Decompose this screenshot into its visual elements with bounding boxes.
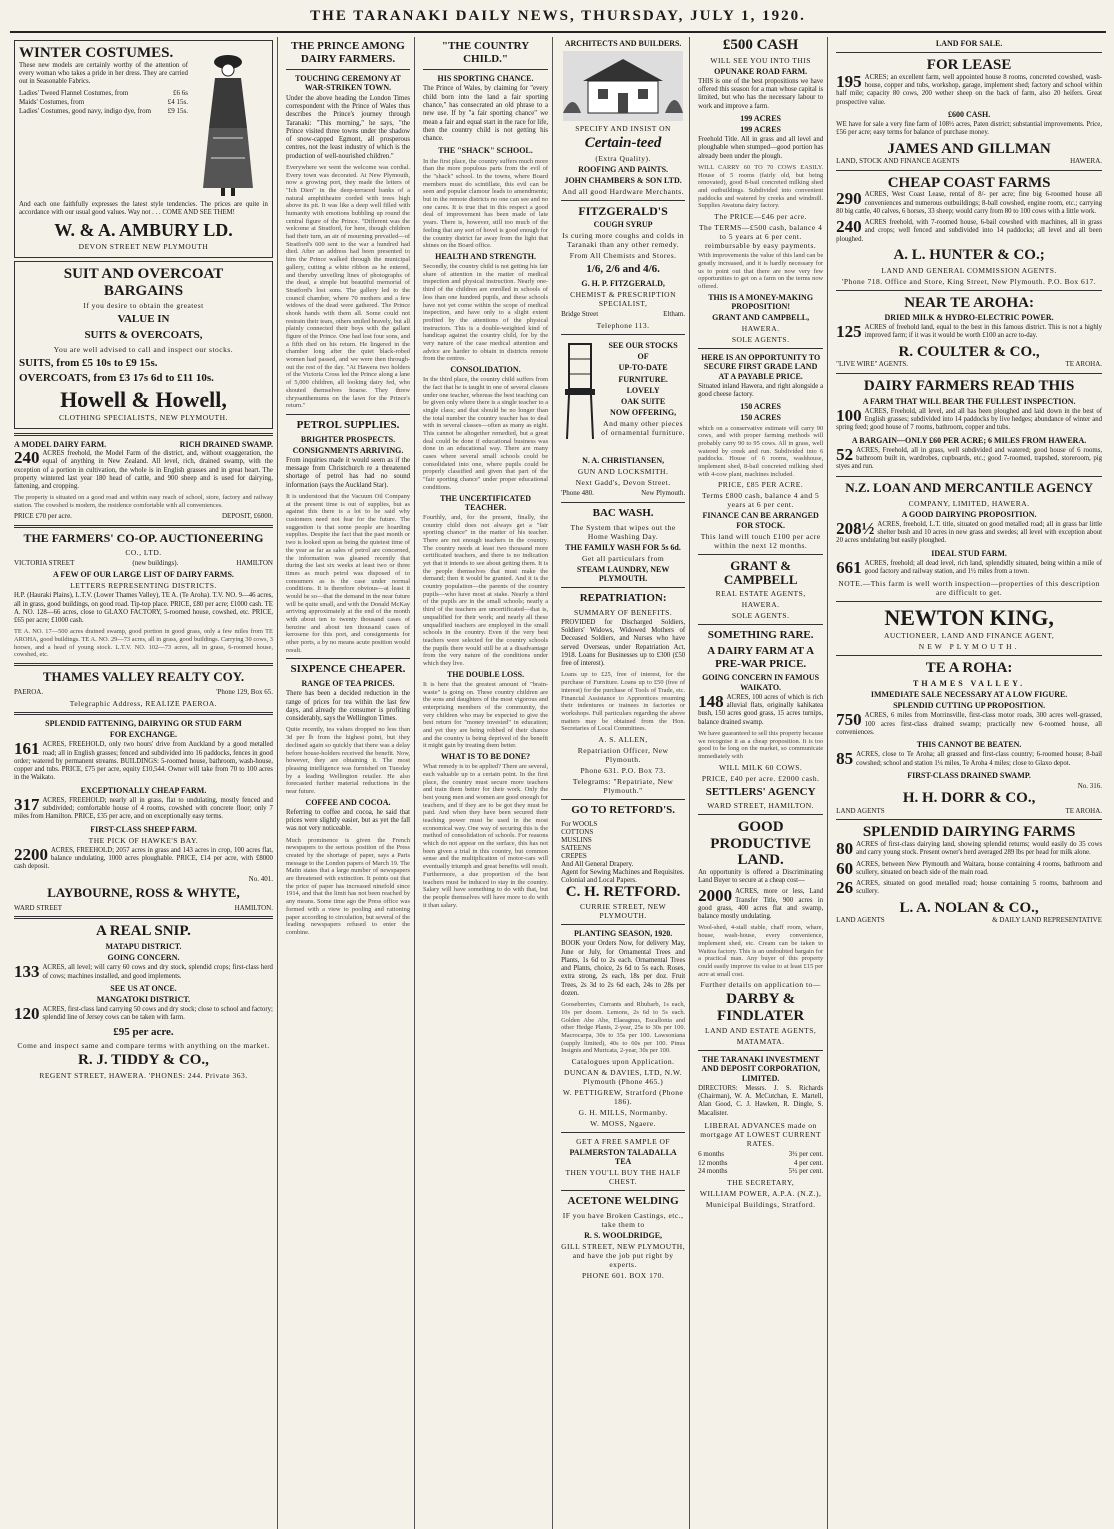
double-loss-heading: THE DOUBLE LOSS. — [446, 669, 525, 679]
cash-acres: 199 ACRES — [740, 125, 781, 134]
country-child-text: The Prince of Wales, by claiming for "every child born into the land a fair sporting chance," has consecrated an old phrase to a new use. If by "a fair sporting chance" we mean a fair and equal start in the race for life, then the country child is not getting his chance. — [423, 85, 549, 143]
coast-farms-title: CHEAP COAST FARMS — [887, 174, 1051, 191]
rare-milk: WILL MILK 60 COWS. — [719, 762, 803, 772]
snip-text: 133 ACRES, all level; will carry 60 cows and dry stock, splendid crops; first-class herd of cows; machines installed, and good implements. — [14, 962, 273, 982]
deposit-rate-row: 24 months 5½ per cent. — [698, 1167, 824, 1176]
uncertificated-heading: THE UNCERTIFICATED TEACHER. — [440, 493, 531, 512]
nolan-address: LAND AGENTS & DAILY LAND REPRESENTATIVE — [836, 916, 1103, 925]
stud-farm-text: 161 ACRES, FREEHOLD, only two hours' drive from Auckland by a good metalled road; all in English grasses; fenced and subdivided into 16 paddocks, fences in good order; watered by permanent streams. BUILDINGS: 5-roomed house, bathroom, wash-house, copper and tubs. PRICE, £75 per acre, equity £10,544. Owner will take from 70 to 100 acres in the Waikato. — [14, 739, 273, 782]
laybourne-address: WARD STREET HAMILTON. — [14, 903, 273, 912]
furn-line: FURNITURE. — [618, 374, 668, 384]
opportunity-price: PRICE, £85 PER ACRE. — [718, 480, 804, 490]
dorr-firm: H. H. DORR & CO., — [902, 790, 1036, 807]
farmers-co: CO., LTD. — [125, 548, 162, 558]
nz-text2: 661 ACRES, freehold; all dead level, rich land, splendidly situated, being within a mile of good factory and railway station, and 1½ miles from a town. — [836, 557, 1103, 577]
masthead: THE TARANAKI DAILY NEWS, THURSDAY, JULY 1, 1920. — [10, 8, 1106, 33]
suits-price: SUITS, from £5 10s to £9 15s. — [19, 356, 158, 369]
planting-catalogue: Catalogues upon Application. — [571, 1057, 675, 1067]
architects-title: ARCHITECTS AND BUILDERS. — [564, 39, 682, 48]
snip-see: SEE US AT ONCE. — [110, 983, 177, 993]
secretary-name: WILLIAM POWER, A.P.A. (N.Z.), — [699, 1189, 822, 1199]
money-making: THIS IS A MONEY-MAKING PROPOSITION! — [708, 292, 814, 311]
allen-name: A. S. ALLEN, — [598, 734, 648, 744]
darby-town: MATAMATA. — [736, 1037, 785, 1047]
nz-loan-sub: COMPANY, LIMITED, HAWERA. — [908, 498, 1030, 508]
hunter-role: LAND AND GENERAL COMMISSION AGENTS. — [881, 265, 1057, 275]
cheap-farm-heading: EXCEPTIONALLY CHEAP FARM. — [80, 785, 207, 795]
sixpence-sub: RANGE OF TEA PRICES. — [301, 679, 395, 689]
deposit-rate-row: 6 months 3½ per cent. — [698, 1149, 824, 1158]
fitzgerald-title: FITZGERALD'S — [578, 204, 668, 219]
petrol-sub1: BRIGHTER PROSPECTS. — [300, 434, 396, 444]
farmers-list-sub: LETTERS REPRESENTING DISTRICTS. — [70, 581, 217, 591]
health-heading: HEALTH AND STRENGTH. — [435, 251, 536, 261]
land-for-sale-heading: LAND FOR SALE. — [935, 39, 1003, 48]
furn-line: LOVELY — [626, 385, 660, 395]
ambury-address: DEVON STREET NEW PLYMOUTH — [78, 242, 209, 252]
rare-going: GOING CONCERN IN FAMOUS WAIKATO. — [702, 673, 820, 692]
wooldridge-phone: PHONE 601. BOX 170. — [581, 1271, 665, 1281]
james-gillman-firm: JAMES AND GILLMAN — [887, 140, 1051, 157]
christiansen-address: Next Gadd's, Devon Street. — [575, 478, 671, 488]
lease-text: 195 ACRES; an excellent farm, well appointed house 8 rooms, concreted cowshed, wash-house, copper and tubs, workshop, garage, implement shed; factory and school within half mile; capacity 80 cows, 200 wether sheep on the back of farm, also 20 heifers. Great prospective value. — [836, 71, 1103, 106]
fitzgerald-tel: Telephone 113. — [596, 321, 650, 331]
furn-line: UP-TO-DATE — [618, 363, 668, 373]
coffee-heading: COFFEE AND COCOA. — [305, 797, 391, 807]
retford-item: And All General Drapery. — [561, 859, 634, 868]
bac-line: The System that wipes out the Home Washing Day. — [570, 522, 676, 541]
cash-text2: Freehold Title. All in grass and all level and ploughable when stumped—good portion has already been under the plough. — [698, 136, 824, 160]
dairy-text2: 52 ACRES, Freehold, all in grass, well subdivided and watered; good house of 6 rooms, bathroom built in, wardrobes, cupboards, etc.; good 7-roomed, trapshed, storeroom, pig styes and run. — [836, 444, 1103, 471]
wooldridge-firm: R. S. WOOLDRIDGE, — [584, 1231, 663, 1241]
retford-firm: C. H. RETFORD. — [565, 883, 681, 900]
productive-further: Further details on application to— — [700, 980, 821, 990]
te-roha-text2: 85 ACRES, close to Te Aroha; all grassed and first-class country; 6-roomed house; 8-bail cowshed; school and station 1¼ miles, Te Aroha 4 miles; close to Glaxo depot. — [836, 749, 1103, 769]
james-gillman-address: LAND, STOCK AND FINANCE AGENTS HAWERA. — [836, 157, 1103, 166]
snip-price: £95 per acre. — [113, 1025, 174, 1038]
model-farm-text: 240 ACRES freehold, the Model Farm of the district, and, without exaggeration, the equal of anything in New Zealand. All level, rich, drained swamp, with the exception of a portion in cultivation, the whole is in English grasses and in great heart. The property wintered last year 180 head of cattle, and 900 sheep and is used for dairying, fattening, and cropping. — [14, 448, 273, 491]
spl-text2: 60 ACRES, between New Plymouth and Waitara, house containing 4 rooms, bathroom and scullery, situated on beach side of the main road. — [836, 858, 1103, 878]
arch-quality: (Extra Quality). — [595, 153, 651, 163]
stud-farm-sub: FOR EXCHANGE. — [109, 730, 178, 740]
cough-from: From All Chemists and Stores. — [569, 251, 677, 261]
winter-intro: These new models are certainly worthy of the attention of every woman who takes a pride in her dress. They are carried out in Seasonable Fabrics. — [19, 61, 188, 86]
suit-overcoat-ad — [14, 261, 273, 429]
cheap-farm-text: 317 ACRES, FREEHOLD; nearly all in grass, flat to undulating, mostly fenced and subdivided; comfortable house of 4 rooms, cowshed with concrete floor; only 7 miles from Hamilton. PRICE, £35 per acre, and on exceptionally easy terms. — [14, 794, 273, 821]
arch-hardware: And all good Hardware Merchants. — [562, 187, 685, 197]
spl-text3: 26 ACRES, situated on good metalled road; house containing 5 rooms, bathroom and scullery. — [836, 878, 1103, 898]
real-snip-title: A REAL SNIP. — [96, 923, 191, 940]
petrol-title: PETROL SUPPLIES. — [296, 418, 400, 431]
darby-role: LAND AND ESTATE AGENTS, — [704, 1026, 817, 1036]
nz-stud: IDEAL STUD FARM. — [931, 548, 1007, 558]
retford-address: CURRIE STREET, NEW PLYMOUTH. — [580, 902, 667, 921]
productive-text2: 2000 ACRES, more or less, Land Transfer Title, 900 acres in good grass, 400 acres flat and swamp, balance mostly undulating. — [698, 886, 824, 921]
productive-land-title: GOOD PRODUCTIVE LAND. — [710, 819, 812, 869]
spl-text: 80 ACRES of first-class dairying land, showing splendid returns; would easily do 35 cows and carry young stock. Present owner's herd averaged 289 lbs per head for milk alone. — [836, 838, 1103, 858]
arch-specify: SPECIFY AND INSIST ON — [575, 124, 671, 134]
dairy-text: 100 ACRES, Freehold, all level, and all has been ploughed and laid down in the best of English grasses; subdivided into 14 paddocks by live hedges; abundance of winter and spring feed; good house of 7 rooms, bathroom, copper and tubs. — [836, 405, 1103, 432]
grant-sole-2: SOLE AGENTS. — [731, 611, 790, 621]
farmers-co-op-title: THE FARMERS' CO-OP. AUCTIONEERING — [23, 530, 264, 545]
deposit-rate-row: 12 months 4 per cent. — [698, 1158, 824, 1167]
grant-town-2: HAWERA. — [741, 600, 780, 610]
nz-loan-title: N.Z. LOAN AND MERCANTILE AGENCY — [845, 479, 1093, 495]
retford-item: For WOOLS — [561, 819, 598, 828]
opportunity-acres: 150 ACRES — [740, 413, 781, 423]
model-farm-heading: A MODEL DAIRY FARM. RICH DRAINED SWAMP. — [14, 440, 273, 450]
darby-firm: DARBY & — [726, 991, 796, 1008]
te-roha-drain: FIRST-CLASS DRAINED SWAMP. — [907, 771, 1031, 781]
sheep-farm-ref: No. 401. — [248, 874, 273, 883]
near-te-aroha-title: NEAR TE AROHA: — [904, 294, 1034, 311]
ambury-firm: W. & A. AMBURY LD. — [54, 219, 233, 240]
newton-town: NEW PLYMOUTH. — [918, 642, 1020, 652]
te-roha-sub: THAMES VALLEY. — [913, 678, 1026, 688]
thames-contact: PAEROA. 'Phone 129, Box 65. — [14, 688, 273, 697]
model-price: PRICE £70 per acre. DEPOSIT, £6000. — [14, 511, 273, 520]
furn-line: NOW OFFERING, — [610, 408, 677, 418]
coast-text2: 240 ACRES freehold, with 7-roomed house, 6-bail cowshed with machines, all in grass and crops; well fenced and subdivided into 14 paddocks; all level and all been ploughed. — [836, 217, 1103, 243]
nz-text: 208½ ACRES, freehold, L.T. title, situated on good metalled road; all in grass bar little shelter bush and 10 acres in new grass and swedes; all level with exception about 20 acres undulating but easily ploughed. — [836, 518, 1103, 545]
te-roha-immediate: IMMEDIATE SALE NECESSARY AT A LOW FIGURE. — [870, 690, 1068, 700]
tea-brand: PALMERSTON TALADALLA TEA — [569, 1148, 677, 1167]
cash-title: £500 CASH — [722, 37, 799, 53]
suit-line: If you desire to obtain the greatest — [83, 301, 204, 311]
cough-price: 1/6, 2/6 and 4/6. — [586, 263, 660, 276]
lease-text2: WE have for sale a very fine farm of 108½ acres, Paten district; substantial improvements. Price, £56 per acre; easy terms for balance of purchase money. — [836, 121, 1103, 137]
furniture-ad — [561, 339, 685, 454]
fitzgerald-address: Bridge Street Eltham. — [561, 310, 686, 319]
findlater-firm: FINDLATER — [717, 1007, 805, 1024]
repatriation-text: PROVIDED for Discharged Soldiers, Soldiers' Widows, Widowed Mothers of Deceased Soldiers, and Nurses who have served Overseas, under Repatriation Act, 1918. Loans for Businesses up to £300 (£50 free of interest). — [561, 618, 686, 668]
bac-line: STEAM LAUNDRY, NEW PLYMOUTH. — [576, 564, 670, 583]
dairy-farmers-sub: A FARM THAT WILL BEAR THE FULLEST INSPECTION. — [862, 396, 1076, 406]
newton-king-title: NEWTON KING, — [884, 605, 1054, 631]
duncan-davies: DUNCAN & DAVIES, LTD, N.W. Plymouth (Phone 465.) — [564, 1068, 683, 1087]
sixpence-text: There has been a decided reduction in the range of prices for tea within the last few days, and already the consumer is profiting considerably, says the Wellington Times. — [285, 690, 411, 723]
for-lease-title: FOR LEASE — [926, 57, 1012, 74]
furn-line: SEE OUR STOCKS — [608, 341, 678, 351]
cash-price: The PRICE—£46 per acre. — [714, 212, 808, 222]
coffee-text: Referring to coffee and cocoa, he said that prices were slightly easier, but as yet the fall was not very noticeable. — [285, 808, 411, 833]
cough-syrup: COUGH SYRUP — [593, 220, 653, 230]
snip-going: GOING CONCERN. — [107, 953, 180, 963]
furn-line: And many other pieces of ornamental furniture. — [601, 419, 686, 438]
country-child-title: "THE COUNTRY CHILD." — [441, 40, 530, 65]
nz-note: NOTE.—This farm is well worth inspection—properties of this description are difficult to get. — [838, 579, 1100, 598]
te-roha-cut: SPLENDID CUTTING UP PROPOSITION. — [893, 701, 1046, 711]
settlers-agency: SETTLERS' AGENCY — [705, 785, 816, 798]
winter-note: And each one faithfully expresses the latest style tendencies. The prices are quite in accordance with our usual good values. Way not . . . COME AND SEE THEM! — [19, 201, 268, 217]
pettigrew: W. PETTIGREW, Stratford (Phone 186). — [562, 1088, 684, 1107]
acetone-text: IF you have Broken Castings, etc., take them to — [562, 1211, 684, 1230]
farmers-address: VICTORIA STREET (new buildings). HAMILTON — [14, 559, 273, 568]
sixpence-title: SIXPENCE CHEAPER. — [290, 663, 406, 676]
planting-title: PLANTING SEASON, 1920. — [573, 929, 673, 939]
cash-text: THIS is one of the best propositions we have offered this season for a man whose capital is limited, but who has the necessary labour to work and improve a farm. — [698, 77, 824, 110]
prince-article-sub: TOUCHING CEREMONY AT WAR-STRIKEN TOWN. — [295, 74, 401, 93]
dairy-farmers-title: DAIRY FARMERS READ THIS — [863, 378, 1075, 394]
certain-teed-brand: Certain-teed — [584, 135, 662, 152]
nz-good: A GOOD DAIRYING PROPOSITION. — [901, 509, 1037, 519]
mills: G. H. MILLS, Normanby. — [578, 1108, 668, 1118]
snip-text2: 120 ACRES, first-class land carrying 50 cows and dry stock; close to school and factory; splendid line of Jersey cows can be taken with farm. — [14, 1004, 273, 1024]
bac-wash-title: BAC WASH. — [592, 506, 654, 519]
cash-line: OPUNAKE ROAD FARM. — [714, 66, 808, 76]
wooldridge-address: GILL STREET, NEW PLYMOUTH, and have the job put right by experts. — [561, 1242, 686, 1270]
consolidation-heading: CONSOLIDATION. — [450, 365, 521, 374]
building-illustration — [561, 51, 685, 121]
column-1: WINTER COSTUMES. These new models are certainly worthy of the attention of every woman who takes a pride in her dress. They are carried out in Seasonable Fabrics. Ladies' Tweed Flannel Costumes, from £6 6s Maids' Costumes, from £4 15s. Ladies' Costumes, good navy, indigo dye, from £9 15s. And each one faithfully expresses the latest style tendencies. The prices are quite in accordance with our usual good values. Way not . . . COME AND SEE THEM! W. & A. AMBURY LD. DEVON STREET NEW PLYMOUTH SUIT AND OVERCOAT BARGAINS If you desire to obtain the greatest VALUE IN SUITS & OVERCOATS, You are well advised to call and inspect our stocks. SUITS, from £5 10s to £9 15s. OVERCOATS, from £3 17s 6d to £11 10s. Howell & Howell, CLOTHING SPECIALISTS, NEW PLYMOUTH. A MODEL DAIRY FARM. RICH DRAINED SWAMP. 240 ACRES freehold, the Model Farm of the district, and, without exaggeration, the equal of anything in New Zealand. All level, rich, drained swamp, with the exception of a portion in cultivation, the whole is in English grasses and in great heart. The property wintered last year 180 head of cattle, and 900 sheep and is used for dairying, fattening, and cropping. The property is situated on a good road and within easy reach of school, store, factory and railway station. The cowshed is modern, the residence comfortable with all conveniences. PRICE £70 per acre. DEPOSIT, £6000. THE FARMERS' CO-OP. AUCTIONEERING CO., LTD. VICTORIA STREET (new buildings). HAMILTON A FEW OF OUR LARGE LIST OF DAIRY FARMS. LETTERS REPRESENTING DISTRICTS. H.P. (Hauraki Plains), L.T.V. (Lower Thames Valley), TE A. (Te Aroha). T.V. NO. 9—46 acres, all in grass, good buildings, on good road. Tip-top place. PRICE, £80 per acre; £1000 cash. TE A. NO. 128—66 acres, close to GLAXO FACTORY, 5-roomed house, cowshed, etc. PRICE, £65 per acre; £1000 cash. TE A. NO. 17—500 acres drained swamp, good portion in good grass, only a few miles from TE AROHA, good buildings. TE A. NO. 29—73 acres, all in grass, good buildings. Carrying 30 cows, 3 horses, and a head of young stock. L.T.V. NO. 102—73 acres, all in grass, 6-roomed house, cowshed, etc. THAMES VALLEY REALTY COY. PAEROA. 'Phone 129, Box 65. Telegraphic Address, REALIZE PAEROA. SPLENDID FATTENING, DAIRYING OR STUD FARM FOR EXCHANGE. 161 ACRES, FREEHOLD, only two hours' drive from Auckland by a good metalled road; all in English grasses; fenced and subdivided into 16 paddocks, fences in good order; watered by permanent streams. BUILDINGS: 5-roomed house, bathroom, wash-house, copper and tubs. PRICE, £75 per acre, equity £10,544. Owner will take from 70 to 100 acres in the Waikato. EXCEPTIONALLY CHEAP FARM. 317 ACRES, FREEHOLD; nearly all in grass, flat to undulating, mostly fenced and subdivided; comfortable house of 4 rooms, cowshed with concrete floor; only 7 miles from Hamilton. PRICE, £35 per acre, and on exceptionally easy terms. FIRST-CLASS SHEEP FARM. THE PICK OF HAWKE'S BAY. 2200 ACRES, FREEHOLD; 2057 acres in grass and 143 acres in crop, 100 acres flat, balance undulating, 1000 acres ploughable. PRICE, £14 per acre, with £8000 cash deposit. No. 401. LAYBOURNE, ROSS & WHYTE, WARD STREET HAMILTON. A REAL SNIP. MATAPU DISTRICT. GOING CONCERN. 133 ACRES, all level; will carry 60 cows and dry stock, splendid crops; first-class herd of cows; machines installed, and good implements. SEE US AT ONCE. MANGATOKI DISTRICT. 120 ACRES, first-class land carrying 50 cows and dry stock; close to school and factory; splendid line of Jersey cows can be taken with farm. £95 per acre. Come and inspect same and compare terms with anything on the market. R. J. TIDDY & CO., REGENT STREET, HAWERA. 'PHONES: 244. Private 363. — [10, 37, 278, 1529]
grant-campbell-firm: GRANT AND CAMPBELL, — [712, 312, 810, 322]
lease-cash: £600 CASH. — [947, 109, 991, 119]
column-3: "THE COUNTRY CHILD." HIS SPORTING CHANCE. The Prince of Wales, by claiming for "every child born into the land a fair sporting chance," has consecrated an old phrase to a new use. If by "a fair sporting chance" we mean a fair and equal start in the race for life, then the country child is not getting his chance. THE "SHACK" SCHOOL. In the first place, the country suffers much more than the more populous parts from the evil of the "shack" school. In the towns, where Board members must do scintillate, this evil can be seen and popular clamour leads to amendments; but in the remote districts no one can see and no one cares. It is true that in this respect a good deal of improvement has been made of late years. There is, however, still too much of the feeling that any sort of hovel is good enough for the country district far away from the light that shines on the Board office. HEALTH AND STRENGTH. Secondly, the country child is not getting his fair share of attention in the matter of medical inspection and physical instruction. Nearly one-third of the children are enrolled in schools of less than one hundred pupils, and these schools have not yet come within the scope of medical inspection, and have only to a slight extent profited by the attentions of the physical instructors. This is a double-weighted kind of handicap against the country child, for by the very nature of the case medical attention and advice are harder to obtain in districts remote from the centres. CONSOLIDATION. In the third place, the country child suffers from the fact that he is taught in one of several classes under one teacher, whereas the best teaching can be given only where there is a single teacher to a single class; and that should be no longer than the total number the country teacher has to deal with in several classes—often as many as eight. This cannot be altogether remedied, but a great deal could be done if educational business was done in an educational way. There are many cases where several small schools could be consolidated into one, where pupils could be properly classified and given that part of the "fair sporting chance" under proper educational conditions. THE UNCERTIFICATED TEACHER. Fourthly, and, for the present, finally, the country child does not always get a "fair sporting chance" in the matter of his teacher. There are not enough teachers in the country. The country needs at least two thousand more certificated teachers, and there is no indication yet that it intends to see about getting them. It is the people themselves that must make the demand; then it would be granted. And it is the country population—the parents of the country pupils—who have most at stake. Nearly a third of the pupils are in the small schools; nearly a third of the teachers are uncertificated—that is, unqualified for their work; and nearly all these unqualified teachers are employed in the small schools in the country. Even if the very best teachers were selected for the country schools the pupils there would still be at a disadvantage from the very nature of the conditions under which they live. THE DOUBLE LOSS. It is here that the greatest amount of "brain-waste" is going on. These country children are the sons and daughters of the most vigorous and enterprising members of the community, the very children who may be expected to give the best return for "money invested" in education; and yet they are being robbed of their chance and the country is being deprived of the benefit it might gain by treating them better. WHAT IS TO BE DONE? What remedy is to be applied? There are several, each valuable up to a certain point. In the first place, the country must secure more teachers and train them better for their work. Only the best young men and women are good enough for teachers, and if they are to be got they must be paid. And when they have been secured their teaching power must be used in the most economical way. One way of securing this is the method of consolidation of schools. For reasons which do not appear on the surface, this has not been given a trial in this country, but common sense and the multiplication of motor-cars will eventually triumph and great benefits will result. Furthermore, a due proportion of the best teachers must be induced to stay in the country. Salary will have something to do with that, but the people themselves will have more to do with it than salary. — [419, 37, 553, 1529]
laybourne-firm: LAYBOURNE, ROSS & WHYTE, — [47, 884, 240, 900]
repatriation-title: REPATRIATION: — [579, 592, 667, 605]
tiddy-firm: R. J. TIDDY & CO., — [78, 1052, 209, 1069]
column-6 — [832, 37, 1106, 1529]
winter-costumes-ad — [14, 40, 273, 258]
acetone-title: ACETONE WELDING — [567, 1195, 679, 1208]
cough-text: Is curing more coughs and colds in Taranaki than any other remedy. — [562, 231, 685, 250]
suit-title2: BARGAINS — [103, 282, 184, 299]
chair-illustration — [561, 339, 601, 454]
retford-item: SATEENS — [561, 843, 592, 852]
productive-text: An opportunity is offered a Discriminating Land Buyer to secure at a cheap cost— — [698, 868, 824, 885]
christiansen-role: GUN AND LOCKSMITH. — [577, 467, 669, 477]
te-roha-cannot: THIS CANNOT BE BEATEN. — [916, 740, 1022, 750]
column-4: ARCHITECTS AND BUILDERS. SPECIFY AND INSIST ON Certain-teed (Extra Quality). ROOFING AND PAINTS. JOHN CHAMBERS & SON LTD. And all good Hardware Merchants. FITZGERALD'S COUGH SYRUP Is curing more coughs and colds in Taranaki than any other remedy. From All Chemists and Stores. 1/6, 2/6 and 4/6. G. H. P. FITZGERALD, CHEMIST & PRESCRIPTION SPECIALIST, Bridge Street Eltham. Telephone 113. SEE OUR STOCKS OF UP-TO-DATE FURNITURE. LOVELY OAK SUITE NOW OFFERING, And many other pieces of ornamental furniture. N. A. CHRISTIANSEN, GUN AND LOCKSMITH. Next Gadd's, Devon Street. 'Phone 480. New Plymouth. BAC WASH. The System that wipes out the Home Washing Day. THE FAMILY WASH FOR 5s 6d. Get all particulars from STEAM LAUNDRY, NEW PLYMOUTH. REPATRIATION: SUMMARY OF BENEFITS. PROVIDED for Discharged Soldiers, Soldiers' Widows, Widowed Mothers of Deceased Soldiers, and Nurses who have served Overseas, under Repatriation Act, 1918. Loans for Businesses up to £300 (£50 free of interest). Loans up to £25, free of interest, for the purchase of Furniture. Loans up to £50 (free of interest) for the purchase of Tools of Trade, etc. Financial Assistance to Apprentices resuming their indentures or trainees in factories or workshops. Full particulars regarding the above matters may be obtained from the Hon. Secretaries of Local Committees. A. S. ALLEN, Repatriation Officer, New Plymouth. Phone 631. P.O. Box 73. Telegrams: "Repatriate, New Plymouth." GO TO RETFORD'S. For WOOLS COTTONS MUSLINS SATEENS CREPES And All General Drapery. Agent for Sewing Machines and Requisites. Colonial and Local Papers. C. H. RETFORD. CURRIE STREET, NEW PLYMOUTH. PLANTING SEASON, 1920. BOOK your Orders Now, for delivery May, June or July, for Ornamental Trees and Plants, 1s 6d to 2s each. Ornamental Trees and Plants, choice, 2s 6d to 5s each. Roses, extra strong, 2s each, 18s per doz. Fruit Trees, 2s 3d to 2s 6d each, 24s to 28s per dozen. Gooseberries, Currants and Rhubarb, 1s each, 10s per dozen. Lemons, 2s 6d to 5s each. Golden Abe Abe, Elaeagnus, Escallonia and other Hedge Plants, 2-year, 25s to 30s per 100. Macrocarpa, 30s to 35s per 100. Lawsoniana (supply limited), 40s to 60s per 100. Pinus Insignis and Muricata, 2-year, 30s per 100. Catalogues upon Application. DUNCAN & DAVIES, LTD, N.W. Plymouth (Phone 465.) W. PETTIGREW, Stratford (Phone 186). G. H. MILLS, Normanby. W. MOSS, Ngaere. GET A FREE SAMPLE OF PALMERSTON TALADALLA TEA THEN YOU'LL BUY THE HALF CHEST. ACETONE WELDING IF you have Broken Castings, etc., take them to R. S. WOOLDRIDGE, GILL STREET, NEW PLYMOUTH, and have the job put right by experts. PHONE 601. BOX 170. — [557, 37, 690, 1529]
country-child-sub: HIS SPORTING CHANCE. — [437, 74, 534, 84]
planting-text: BOOK your Orders Now, for delivery May, June or July, for Ornamental Trees and Plants, 1s 6d to 2s each. Ornamental Trees and Plants, choice, 2s 6d to 5s each. Roses, extra strong, 2s each, 18s per doz. Fruit Trees, 2s 3d to 2s 6d each, 24s to 28s per dozen. — [561, 940, 686, 997]
retford-item: Colonial and Local Papers. — [561, 875, 637, 884]
column-2: THE PRINCE AMONG DAIRY FARMERS. TOUCHING CEREMONY AT WAR-STRIKEN TOWN. Under the above heading the London Times correspondent with the Prince of Wales thus describes the Prince's journey through Taranaki: "This morning," he says, "the Prince visited three towns under the shadow of snow-capped Egmont, all prosperous centres, not the least industry of which is the production of well-nourished children." Everywhere we went the welcome was cordial. Every town was decorated. At New Plymouth, now a growing port, they made the letters of "Ich Dien" in the deep-terraced banks of a natural amphitheatre corded with trees high above its pit. It was like a deep well filled with humanity with emotions bubbling up round the central figure of the Prince. "Different was the welcome at Stratford, for here, though children had their turn, an air of mourning prevailed—of Stratford's 600 sent to the war a hundred had died. After an address had been presented to him the Prince walked through the municipal gallery, cutting a white ribbon as he entered, and thereby unveiling lines of photographs of the dead, a simple but beautiful memorial of Stratford's lost sons. The gallery led to the council chamber, where 70 mothers and a few widows of the dead were gathered. The Prince shook hands with them all. Some could not restrain their tears, others smiled bravely, but all plainly connected their boys with the gallant figure of the Prince. One had lost four sons, and a fifth died on his return. He lingered in the chamber long after the quiet black-robed women had passed, and we were then through-out the rest of the day. "At Hawera two holders of the Victoria Cross led the Prince along a lane of 5,000 children, all looking dairy fed, who shouted themselves hoarse. They threw chrysanthemums on the lawn for the Prince's return." PETROL SUPPLIES. BRIGHTER PROSPECTS. CONSIGNMENTS ARRIVING. From inquiries made it would seem as if the message from Christchurch re a threatened shortage of petrol has had no sound information (says the Auckland Star). It is understood that the Vacuum Oil Company at the present time is out of supplies, but as against this there is a lot to be said why customers need not fear for the future. The suggestion is that some people are hoarding supplies. Despite the fact that the past month or two is looked upon as being the quietest time of the year as far as sales of petrol are concerned, the information was gleaned recently that during the last six weeks at least two or three times as much petrol was disposed of to consumers as is the case under normal conditions. It is therefore obvious—at least it would be so—that the demand in the near future will be quite small, and with the Donald McKay arriving approximately at the end of the month with about ten to twenty thousand cases of benzine and about ten thousand cases of kerosene for this port, and consignments for other ports, a by no means acute position would result. SIXPENCE CHEAPER. RANGE OF TEA PRICES. There has been a decided reduction in the range of prices for tea within the last few days, and already the consumer is profiting considerably, says the Wellington Times. Quite recently, tea values dropped no less than 3d per lb from the highest point, but they declined again so quickly that there was a delay before house-holders received the benefit. Now, however, they are obtaining it. The most pleasing intelligence was furnished on Tuesday by a leading Wellington retailer. He also forecasted further material reductions in the near future. COFFEE AND COCOA. Referring to coffee and cocoa, he said that prices were slightly easier, but as yet the fall was not very noticeable. Much prominence is given the French newspapers to the serious position of the Press created by the shortage of paper, says a Paris message to the London papers of March 19. The Matin states that a large number of newspapers are threatened with extinction. It points out that the price of paper has increased ninefold since 1914, and that the limit has not been reached by any means. Some time ago the Press office was formed with a view to pooling and rationing paper according to circulation, but several of the leading newspapers refused to enter the combine. — [282, 37, 415, 1529]
grant-town: HAWERA. — [741, 324, 780, 334]
farmers-list-text: H.P. (Hauraki Plains), L.T.V. (Lower Thames Valley), TE A. (Te Aroha). T.V. NO. 9—46 acres, all in grass, good buildings, on good road. Tip-top place. PRICE, £80 per acre; £1000 cash. TE A. NO. 128—66 acres, close to GLAXO FACTORY, 5-roomed house, cowshed, etc. PRICE, £65 per acre; £1000 cash. — [14, 592, 273, 625]
something-rare-title: SOMETHING RARE. — [707, 629, 814, 642]
secretary: THE SECRETARY, — [727, 1178, 795, 1188]
arch-roof: ROOFING AND PAINTS. — [578, 164, 669, 174]
newton-role: AUCTIONEER, LAND AND FINANCE AGENT, — [883, 631, 1055, 641]
thames-valley-title: THAMES VALLEY REALTY COY. — [42, 669, 245, 685]
grant-campbell-firm-2: GRANT & CAMPBELL — [723, 557, 798, 588]
opportunity-terms: Terms £800 cash, balance 4 and 5 years at 6 per cent. — [701, 491, 820, 510]
sheep-farm-sub: THE PICK OF HAWKE'S BAY. — [88, 835, 199, 845]
fitzgerald-role: CHEMIST & PRESCRIPTION SPECIALIST, — [570, 290, 677, 309]
taranaki-investment-advances: LIBERAL ADVANCES made on mortgage AT LOWEST CURRENT RATES. — [700, 1120, 822, 1148]
woman-figure-illustration — [188, 48, 268, 198]
retford-item: COTTONS — [561, 827, 594, 836]
sheep-farm-text: 2200 ACRES, FREEHOLD; 2057 acres in grass and 143 acres in crop, 100 acres flat, balance undulating, 1000 acres ploughable. PRICE, £14 per acre, with £8000 cash deposit. — [14, 844, 273, 871]
rare-text: 148 ACRES, 100 acres of which is rich alluvial flats, originally kahikatea bush, 150 acres good grass, 15 acres turnips, balance drained swamp. — [698, 691, 824, 726]
near-te-aroha-sub: DRIED MILK & HYDRO-ELECTRIC POWER. — [884, 313, 1054, 322]
suit-line: SUITS & OVERCOATS, — [84, 329, 203, 341]
winter-item: Ladies' Tweed Flannel Costumes, from £6 6s — [19, 89, 188, 98]
allen-role: Repatriation Officer, New Plymouth. — [577, 745, 669, 764]
opportunity-acres: 150 ACRES — [740, 402, 781, 412]
taranaki-investment-directors: DIRECTORS: Messrs. J. S. Richards (Chairman), W. A. McCutchan, E. Martell, Alan Good, C. J. Hawken, R. Dingle, S. Macalister. — [698, 1084, 824, 1117]
tea-line: THEN YOU'LL BUY THE HALF CHEST. — [565, 1168, 681, 1187]
hunter-firm: A. L. HUNTER & CO.; — [893, 247, 1045, 263]
thames-telegraphic: Telegraphic Address, REALIZE PAEROA. — [69, 698, 218, 708]
farmers-list-title: A FEW OF OUR LARGE LIST OF DAIRY FARMS. — [53, 570, 234, 580]
christiansen-firm: N. A. CHRISTIANSEN, — [582, 456, 665, 466]
fitzgerald-firm: G. H. P. FITZGERALD, — [581, 279, 665, 289]
cash-line: WILL SEE YOU INTO THIS — [710, 55, 811, 65]
coulter-address: "LIVE WIRE" AGENTS. TE AROHA. — [836, 360, 1103, 369]
te-roha-text: 750 ACRES, 6 miles from Morrinsville, first-class motor roads, 300 acres well-grassed, 100 acres first-class drained swamp; practically new 6-roomed house, all conveniences. — [836, 710, 1103, 736]
rare-price: PRICE, £40 per acre. £2000 cash. — [701, 773, 820, 783]
secretary-address: Municipal Buildings, Stratford. — [705, 1200, 816, 1210]
snip-district: MATAPU DISTRICT. — [105, 941, 182, 951]
cash-terms: The TERMS—£500 cash, balance 4 to 5 years at 6 per cent. reimbursable by easy payments. — [698, 223, 823, 251]
allen-phone: Phone 631. P.O. Box 73. — [580, 765, 666, 775]
opportunity-text: Situated inland Hawera, and right alongside a good cheese factory. — [698, 382, 824, 398]
furn-line: OF — [637, 352, 649, 362]
allen-telegrams: Telegrams: "Repatriate, New Plymouth." — [572, 776, 674, 795]
chambers-firm: JOHN CHAMBERS & SON LTD. — [564, 175, 682, 185]
tiddy-address: REGENT STREET, HAWERA. 'PHONES: 244. Private 363. — [39, 1070, 248, 1080]
opportunity-text2: This land will touch £100 per acre within the next 12 months. — [700, 531, 821, 550]
winter-item: Ladies' Costumes, good navy, indigo dye, from £9 15s. — [19, 106, 188, 115]
opportunity-finance: FINANCE CAN BE ARRANGED FOR STOCK. — [702, 511, 819, 530]
dairy-bargain: A BARGAIN—ONLY £60 PER ACRE; 6 MILES FROM HAWERA. — [851, 435, 1087, 445]
winter-title: WINTER COSTUMES. — [19, 45, 174, 61]
snip-manga: MANGATOKI DISTRICT. — [96, 995, 191, 1004]
retford-item: Agent for Sewing Machines and Requisites. — [561, 867, 685, 876]
suit-line: You are well advised to call and inspect our stocks. — [53, 344, 234, 354]
what-heading: WHAT IS TO BE DONE? — [440, 752, 531, 761]
furn-line: OAK SUITE — [620, 396, 666, 406]
retford-item: MUSLINS — [561, 835, 592, 844]
prince-article-text: Under the above heading the London Times correspondent with the Prince of Wales thus describes the Prince's journey through Taranaki: "This morning," he says, "the Prince visited three towns under the shadow of snow-capped Egmont, all prosperous centres, not the least industry of which is the production of well-nourished children." — [285, 94, 411, 160]
splendid-dairying-title: SPLENDID DAIRYING FARMS — [862, 824, 1076, 841]
settlers-address: WARD STREET, HAMILTON. — [707, 801, 814, 811]
prince-article-title: THE PRINCE AMONG DAIRY FARMERS. — [291, 40, 405, 65]
retford-title: GO TO RETFORD'S. — [571, 803, 675, 816]
nolan-firm: L. A. NOLAN & CO., — [899, 899, 1039, 916]
hunter-phone: 'Phone 718. Office and Store, King Street, New Plymouth. P.O. Box 617. — [842, 276, 1097, 286]
petrol-sub2: CONSIGNMENTS ARRIVING. — [292, 445, 404, 455]
petrol-text: From inquiries made it would seem as if the message from Christchurch re a threatened shortage of petrol has had no sound information (says the Auckland Star). — [285, 456, 411, 489]
pre-war-price: A DAIRY FARM AT A PRE-WAR PRICE. — [707, 645, 815, 670]
opportunity-title: HERE IS AN OPPORTUNITY TO SECURE FIRST GRADE LAND AT A PAYABLE PRICE. — [701, 353, 821, 381]
snip-come: Come and inspect same and compare terms with anything on the market. — [17, 1041, 270, 1051]
bac-line: THE FAMILY WASH FOR 5s 6d. — [565, 542, 681, 552]
howell-address: CLOTHING SPECIALISTS, NEW PLYMOUTH. — [59, 413, 228, 423]
moss: W. MOSS, Ngaere. — [590, 1119, 657, 1129]
suit-title: SUIT AND OVERCOAT — [63, 266, 224, 283]
te-roha-ref: No. 316. — [1077, 782, 1103, 791]
grant-role: REAL ESTATE AGENTS, — [715, 589, 806, 599]
winter-item: Maids' Costumes, from £4 15s. — [19, 98, 188, 107]
column-5: £500 CASH WILL SEE YOU INTO THIS OPUNAKE ROAD FARM. THIS is one of the best propositions we have offered this season for a man whose capital is limited, but who has the necessary labour to work and improve a farm. 199 ACRES 199 ACRES Freehold Title. All in grass and all level and ploughable when stumped—good portion has already been under the plough. WILL CARRY 60 TO 70 COWS EASILY. House of 5 rooms (fairly old, but being renovated), good 8-bail concreted milking shed and outbuildings. Subdivided into convenient paddocks and watered by creeks and windmill. Supplies Awatuna dairy factory. The PRICE—£46 per acre. The TERMS—£500 cash, balance 4 to 5 years at 6 per cent. reimbursable by easy payments. With improvements the value of this land can be greatly increased, and it is hardly necessary for us to point out that there are now very few opportunities to get on a farm on the terms now offered. THIS IS A MONEY-MAKING PROPOSITION! GRANT AND CAMPBELL, HAWERA. SOLE AGENTS. HERE IS AN OPPORTUNITY TO SECURE FIRST GRADE LAND AT A PAYABLE PRICE. Situated inland Hawera, and right alongside a good cheese factory. 150 ACRES 150 ACRES which on a conservative estimate will carry 90 cows, and with proper farming methods will probably carry 90 to 95 cows. All in grass, well watered by creek and run. Subdivided into 6 paddocks. House of 6 rooms, washhouse, implement shed, 8-bail concreted milking shed with 4-cow plant, machines included. PRICE, £85 PER ACRE. Terms £800 cash, balance 4 and 5 years at 6 per cent. FINANCE CAN BE ARRANGED FOR STOCK. This land will touch £100 per acre within the next 12 months. GRANT & CAMPBELL REAL ESTATE AGENTS, HAWERA. SOLE AGENTS. SOMETHING RARE. A DAIRY FARM AT A PRE-WAR PRICE. GOING CONCERN IN FAMOUS WAIKATO. 148 ACRES, 100 acres of which is rich alluvial flats, originally kahikatea bush, 150 acres good grass, 15 acres turnips, balance drained swamp. We have guaranteed to sell this property because we recognise it as a cheap proposition. It is too good to be long on the market, so communicate immediately with WILL MILK 60 COWS. PRICE, £40 per acre. £2000 cash. SETTLERS' AGENCY WARD STREET, HAMILTON. GOOD PRODUCTIVE LAND. An opportunity is offered a Discriminating Land Buyer to secure at a cheap cost— 2000 ACRES, more or less, Land Transfer Title, 900 acres in good grass, 400 acres flat and swamp, balance mostly undulating. Wool-shed, 4-stall stable, chaff room, whare, house, wash-house, every convenience, implement shed, etc. Cream can be taken to Waitoa factory. This is an undoubted bargain for a practical man. Any buyer of this property could easily improve its value to at least £15 per acre at small cost. Further details on application to— DARBY & FINDLATER LAND AND ESTATE AGENTS, MATAMATA. THE TARANAKI INVESTMENT AND DEPOSIT CORPORATION, LIMITED. DIRECTORS: Messrs. J. S. Richards (Chairman), W. A. McCutchan, E. Martell, Alan Good, C. J. Hawken, R. Dingle, S. Macalister. LIBERAL ADVANCES made on mortgage AT LOWEST CURRENT RATES. 6 months 3½ per cent. 12 months 4 per cent. 24 months 5½ per cent. THE SECRETARY, WILLIAM POWER, A.P.A. (N.Z.), Municipal Buildings, Stratford. — [694, 37, 828, 1529]
aroha-text: 125 ACRES of freehold land, equal to the best in this famous district. This is not a highly improved farm; if it was it would be worth £100 an acre to-day. — [836, 322, 1103, 342]
grant-sole: SOLE AGENTS. — [731, 335, 790, 345]
dorr-address: LAND AGENTS TE AROHA. — [836, 806, 1103, 815]
retford-item: CREPES — [561, 851, 587, 860]
overcoats-price: OVERCOATS, from £3 17s 6d to £11 10s. — [19, 372, 214, 385]
suit-value: VALUE IN — [117, 313, 170, 326]
taranaki-investment-title: THE TARANAKI INVESTMENT AND DEPOSIT CORPORATION, LIMITED. — [701, 1055, 820, 1083]
tea-line: GET A FREE SAMPLE OF — [576, 1137, 671, 1147]
sheep-farm-heading: FIRST-CLASS SHEEP FARM. — [90, 824, 197, 834]
coulter-firm: R. COULTER & CO., — [898, 343, 1040, 360]
cash-acres: 199 ACRES — [740, 113, 781, 123]
te-roha-title: TE A ROHA: — [925, 660, 1013, 677]
stud-farm-title: SPLENDID FATTENING, DAIRYING OR STUD FARM — [45, 718, 242, 728]
repatriation-sub: SUMMARY OF BENEFITS. — [573, 607, 673, 617]
howell-firm: Howell & Howell, — [60, 386, 227, 412]
bac-line: Get all particulars from — [582, 553, 665, 563]
christiansen-phone: 'Phone 480. New Plymouth. — [561, 489, 686, 498]
coast-text: 290 ACRES, West Coast Lease, rental of 8/- per acre; fine big 6-roomed house all conveniences and numerous outbuildings; 8-ball cowshed, engine room, etc.; carrying 80 big cattle, 40 calves, 6 horses, 33 sheep; would carry from 80 to 100 cows with a little work. — [836, 189, 1103, 215]
shack-heading: THE "SHACK" SCHOOL. — [438, 146, 533, 156]
